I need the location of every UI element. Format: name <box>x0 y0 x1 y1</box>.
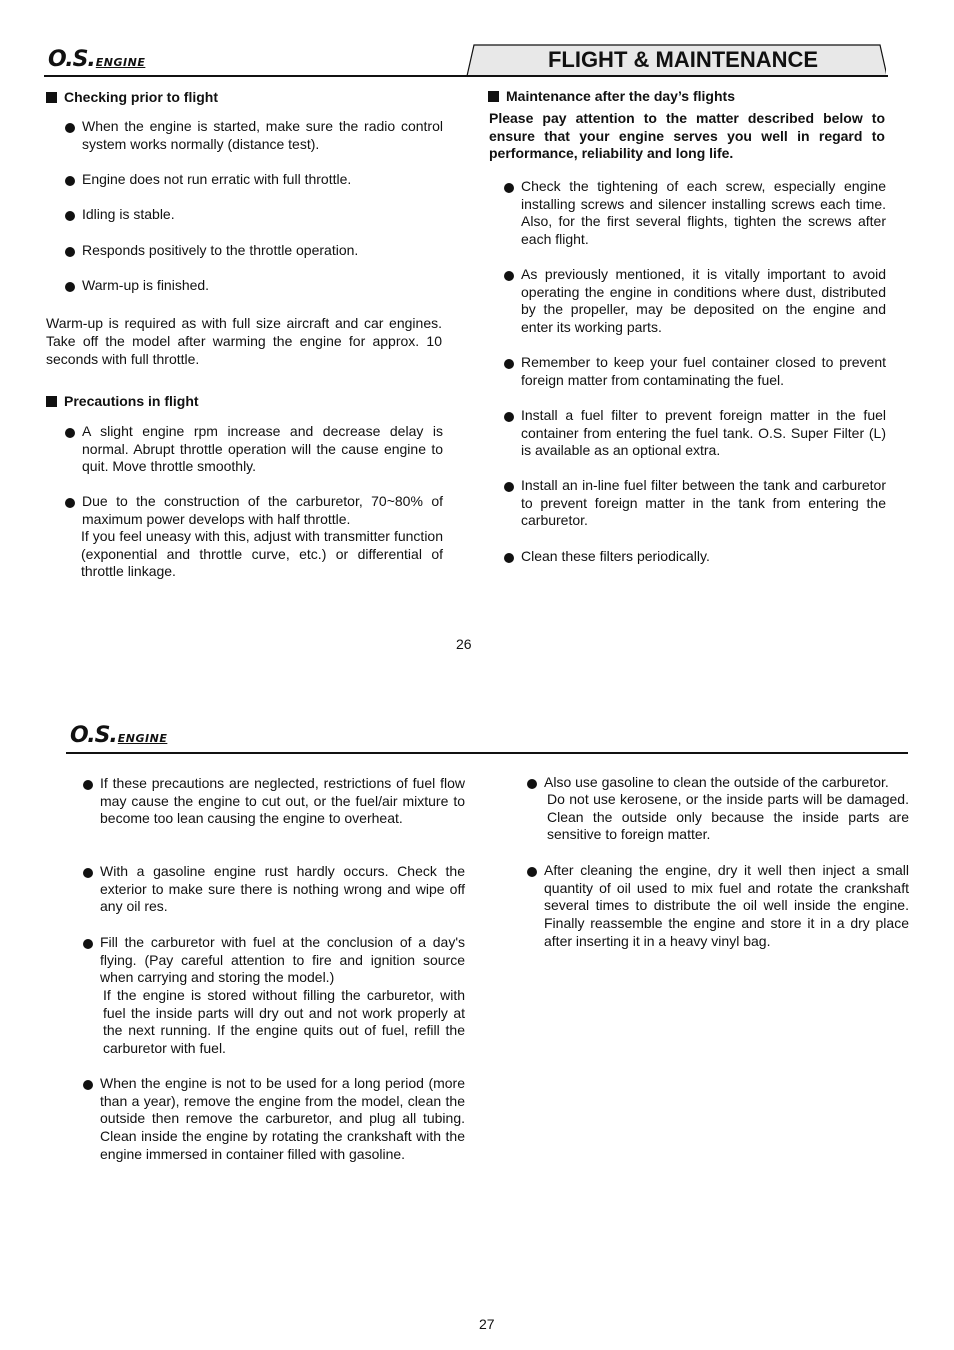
list-item-text: Engine does not run erratic with full throttle. <box>82 171 352 187</box>
bullet-dot-icon <box>65 428 75 438</box>
bullet-dot-icon <box>83 1080 93 1090</box>
logo-engine: ENGINE <box>95 56 146 69</box>
bullet-dot-icon <box>65 247 75 257</box>
list-item <box>65 118 443 153</box>
bullet-dot-icon <box>65 282 75 292</box>
header-rule <box>66 752 908 754</box>
bullet-dot-icon <box>527 867 537 877</box>
list-item-text: When the engine is started, make sure the radio control system works normally (distance test). <box>82 118 443 152</box>
bullet-dot-icon <box>65 498 75 508</box>
list-item-text: Also use gasoline to clean the outside of the carburetor. <box>544 774 889 790</box>
list-item-text: Remember to keep your fuel container closed to prevent foreign matter from contaminating the fuel. <box>521 354 886 388</box>
list-item-text: Clean these filters periodically. <box>521 548 710 564</box>
logo-engine: ENGINE <box>117 732 168 745</box>
logo-os: O.S. <box>70 723 117 748</box>
bullet-dot-icon <box>504 271 514 281</box>
bullet-dot-icon <box>504 482 514 492</box>
list-item-text: When the engine is not to be used for a long period (more than a year), remove the engine from the model, clean the outside then remove the carburetor, and plug all tubing. Clean inside the engine by rotating the crankshaft with the engine immersed in container filled with gasoline. <box>100 1075 465 1162</box>
heading-text: Precautions in flight <box>64 393 199 409</box>
list-item <box>65 493 443 528</box>
list-item <box>65 242 443 260</box>
list-item <box>504 178 886 249</box>
list-item <box>504 548 886 566</box>
warmup-paragraph: Warm-up is required as with full size aircraft and car engines. Take off the model after warming the engine for approx. 10 seconds with full throttle. <box>46 315 442 367</box>
page-number: 27 <box>479 1316 495 1332</box>
list-item <box>527 862 909 951</box>
list-item <box>83 775 465 828</box>
kerosene-continuation: Do not use kerosene, or the inside parts will be damaged. Clean the outside only because the inside parts are sensitive to foreign matter. <box>547 791 909 843</box>
heading-text: Checking prior to flight <box>64 89 218 105</box>
os-engine-logo <box>48 47 145 72</box>
square-bullet-icon <box>46 396 57 407</box>
section-heading-checking <box>46 89 218 105</box>
bullet-dot-icon <box>504 412 514 422</box>
square-bullet-icon <box>46 92 57 103</box>
header-rule <box>44 75 888 77</box>
list-item <box>527 774 909 792</box>
list-item <box>504 407 886 460</box>
list-item-text: Warm-up is finished. <box>82 277 210 293</box>
bullet-dot-icon <box>65 123 75 133</box>
bullet-dot-icon <box>65 176 75 186</box>
list-item <box>65 206 443 224</box>
list-item <box>65 423 443 476</box>
list-item <box>83 863 465 916</box>
bullet-dot-icon <box>83 780 93 790</box>
list-item-text: If these precautions are neglected, restrictions of fuel flow may cause the engine to cut out, or the fuel/air mixture to become too lean causing the engine to overheat. <box>100 775 465 827</box>
list-item <box>504 266 886 337</box>
bullet-dot-icon <box>65 211 75 221</box>
list-item-text: Check the tightening of each screw, especially engine installing screws and silencer installing screws each time. Also, for the first several flights, tighten the screws after each flight. <box>521 178 886 248</box>
bullet-dot-icon <box>504 553 514 563</box>
list-item-text: A slight engine rpm increase and decrease delay is normal. Abrupt throttle operation will the cause engine to quit. Move throttle smoothly. <box>82 423 443 475</box>
bullet-dot-icon <box>527 779 537 789</box>
page-number: 26 <box>456 636 472 652</box>
heading-text: Maintenance after the day’s flights <box>506 88 735 104</box>
list-item-text: Install an in-line fuel filter between the tank and carburetor to prevent foreign matter in the tank from entering the carburetor. <box>521 477 886 529</box>
bullet-dot-icon <box>83 939 93 949</box>
square-bullet-icon <box>488 91 499 102</box>
list-item <box>65 171 443 189</box>
precaution-continuation: If you feel uneasy with this, adjust with transmitter function (exponential and throttle curve, etc.) or differential of throttle linkage. <box>81 528 443 580</box>
list-item-text: Responds positively to the throttle operation. <box>82 242 359 258</box>
list-item-text: Fill the carburetor with fuel at the conclusion of a day's flying. (Pay careful attention to fire and ignition source when carrying and storing the model.) <box>100 934 465 986</box>
list-item <box>65 277 443 295</box>
storage-continuation: If the engine is stored without filling the carburetor, with fuel the inside parts will dry out and not work properly at the next running. If the engine quits out of fuel, refill the carburetor with fuel. <box>103 987 465 1057</box>
bullet-dot-icon <box>504 359 514 369</box>
list-item-text: Due to the construction of the carburetor, 70~80% of maximum power develops with half throttle. <box>82 493 443 527</box>
bullet-dot-icon <box>504 183 514 193</box>
list-item-text: After cleaning the engine, dry it well then inject a small quantity of oil used to mix fuel and rotate the crankshaft several times to distribute the oil well inside the engine. Finally reassemble the engine and store it in a dry place after inserting it in a heavy vinyl bag. <box>544 862 909 949</box>
logo-os: O.S. <box>48 47 95 72</box>
os-engine-logo <box>70 723 167 748</box>
list-item-text: As previously mentioned, it is vitally important to avoid operating the engine in conditions where dust, distributed by the propeller, may be deposited on the engine and enter its working parts. <box>521 266 886 336</box>
maintenance-intro: Please pay attention to the matter described below to ensure that your engine serves you well in regard to performance, reliability and long life. <box>489 110 885 162</box>
section-heading-maintenance <box>488 88 735 104</box>
list-item-text: Install a fuel filter to prevent foreign matter in the fuel container from entering the fuel tank. O.S. Super Filter (L) is available as an optional extra. <box>521 407 886 459</box>
section-heading-precautions <box>46 393 199 409</box>
list-item-text: With a gasoline engine rust hardly occurs. Check the exterior to make sure there is nothing wrong and wipe off any oil res. <box>100 863 465 915</box>
list-item <box>83 934 465 987</box>
list-item <box>83 1075 465 1164</box>
list-item <box>504 477 886 530</box>
list-item <box>504 354 886 389</box>
bullet-dot-icon <box>83 868 93 878</box>
list-item-text: Idling is stable. <box>82 206 175 222</box>
page-title: FLIGHT & MAINTENANCE <box>547 47 819 72</box>
